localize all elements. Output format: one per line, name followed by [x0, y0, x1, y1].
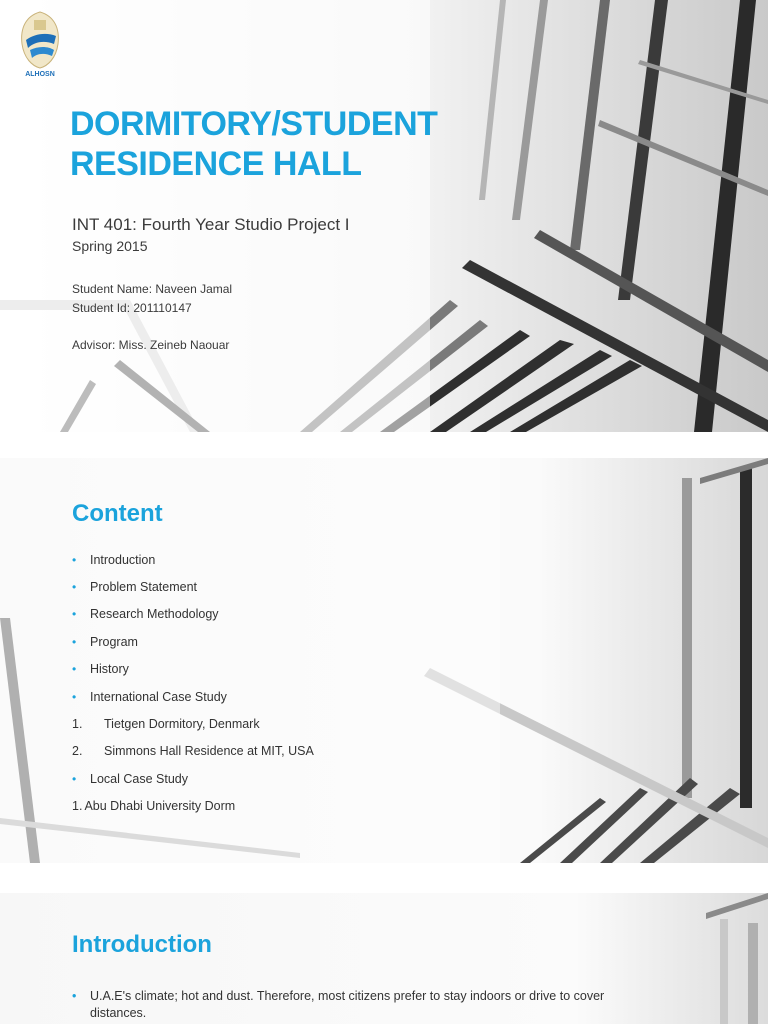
content-heading: Content — [72, 500, 163, 527]
title-line-1: DORMITORY/STUDENT — [70, 105, 438, 143]
toc-item-numbered: 1. Abu Dhabi University Dorm — [72, 799, 236, 814]
presentation-title — [70, 104, 437, 184]
intro-bullet: • U.A.E's climate; hot and dust. Therefore, most citizens prefer to stay indoors or drive to cover distances. — [72, 989, 605, 1020]
content-slide — [0, 458, 768, 863]
term: Spring 2015 — [72, 238, 148, 254]
title-line-2: RESIDENCE HALL — [70, 145, 362, 183]
toc-item: • Local Case Study — [72, 771, 188, 786]
university-logo — [12, 10, 68, 82]
alhosn-logo-icon — [12, 10, 68, 82]
toc-item: • Problem Statement — [72, 580, 197, 595]
toc-item: • International Case Study — [72, 689, 227, 704]
toc-item: • Program — [72, 634, 138, 649]
toc-item: • Introduction — [72, 552, 156, 567]
student-id: Student Id: 201110147 — [72, 301, 192, 315]
introduction-heading: Introduction — [72, 931, 212, 958]
course-name: INT 401: Fourth Year Studio Project I — [72, 215, 350, 234]
toc-item: • Research Methodology — [72, 607, 219, 622]
toc-item-numbered: 2. Simmons Hall Residence at MIT, USA — [72, 744, 314, 759]
toc-item-numbered: 1. Tietgen Dormitory, Denmark — [72, 717, 260, 732]
toc-item: • History — [72, 662, 129, 677]
student-name: Student Name: Naveen Jamal — [72, 282, 233, 296]
advisor: Advisor: Miss. Zeineb Naouar — [72, 338, 230, 352]
table-of-contents — [72, 546, 314, 820]
introduction-slide — [0, 893, 768, 1024]
title-slide — [0, 0, 768, 432]
logo-text: ALHOSN — [25, 71, 55, 78]
